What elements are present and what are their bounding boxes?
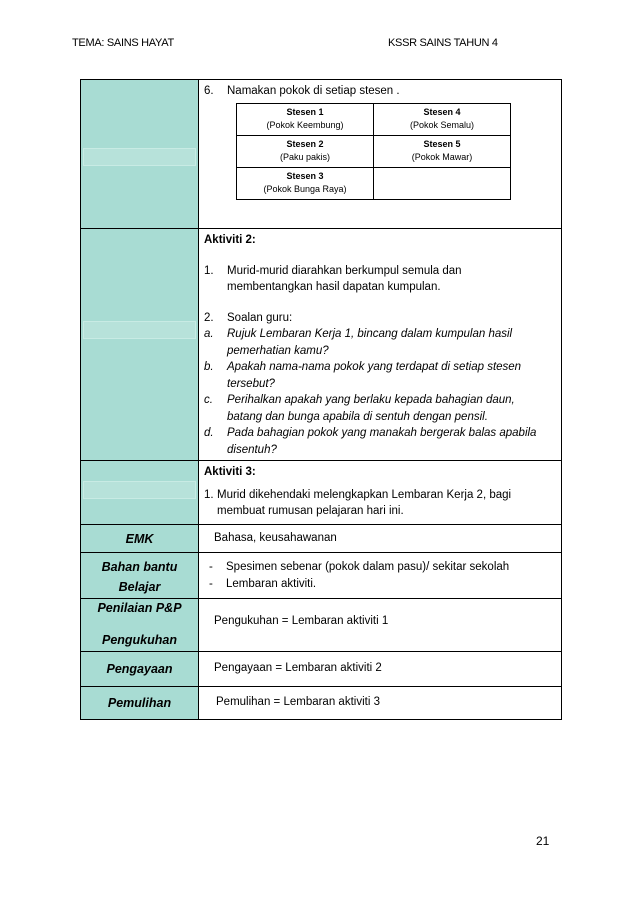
row-aktiviti-3: [81, 461, 562, 525]
row-emk: [81, 525, 562, 553]
question-b: b. Apakah nama-nama pokok yang terdapat di setiap stesen tersebut?: [204, 361, 522, 390]
pemulihan-label: Pemulihan: [107, 696, 172, 710]
penilaian-label-cell: [81, 599, 199, 652]
row-pemulihan: [81, 687, 562, 720]
label-cell-blank: [81, 80, 199, 229]
row-aktiviti-2: [81, 229, 562, 461]
pengayaan-label: Pengayaan: [106, 662, 173, 676]
station-5: Stesen 5 (Pokok Mawar): [374, 135, 511, 167]
pengayaan-label-cell: [81, 652, 199, 687]
aktiviti-2-title: Aktiviti 2:: [204, 234, 256, 246]
row-question-6: [81, 80, 562, 229]
station-empty: [374, 167, 511, 199]
aktiviti-3-cell: [199, 461, 562, 525]
bahan-value-cell: [199, 553, 562, 599]
bahan-item: - Spesimen sebenar (pokok dalam pasu)/ sekitar sekolah: [209, 561, 510, 573]
aktiviti-2-item-1: 1. Murid-murid diarahkan berkumpul semula dan membentangkan hasil dapatan kumpulan.: [204, 264, 462, 293]
station-4: Stesen 4 (Pokok Semalu): [374, 103, 511, 135]
bahan-label: Bahan bantu Belajar: [101, 560, 178, 594]
station-1: Stesen 1 (Pokok Keembung): [237, 103, 374, 135]
header-subject: KSSR SAINS TAHUN 4: [388, 37, 498, 49]
label-cell-blank: [81, 461, 199, 525]
label-swatch: [83, 148, 196, 166]
stations-table: [236, 103, 511, 200]
question-6: 6. Namakan pokok di setiap stesen .: [204, 85, 400, 97]
emk-value-cell: [199, 525, 562, 553]
emk-value: Bahasa, keusahawanan: [214, 532, 337, 544]
penilaian-value: Pengukuhan = Lembaran aktiviti 1: [214, 615, 389, 627]
pemulihan-value: Pemulihan = Lembaran aktiviti 3: [216, 696, 380, 708]
label-swatch: [83, 481, 196, 499]
page-number: 21: [536, 834, 550, 848]
station-2: Stesen 2 (Paku pakis): [237, 135, 374, 167]
penilaian-value-cell: [199, 599, 562, 652]
pengayaan-value-cell: [199, 652, 562, 687]
row-penilaian: [81, 599, 562, 652]
emk-label: EMK: [125, 532, 154, 546]
label-swatch: [83, 321, 196, 339]
question-a: a. Rujuk Lembaran Kerja 1, bincang dalam kumpulan hasil pemerhatian kamu?: [204, 328, 513, 357]
question-6-cell: [199, 80, 562, 229]
header-theme: TEMA: SAINS HAYAT: [72, 37, 174, 49]
pemulihan-value-cell: [199, 687, 562, 720]
aktiviti-2-item-2: 2. Soalan guru:: [204, 311, 293, 324]
aktiviti-3-title: Aktiviti 3:: [204, 466, 256, 478]
bahan-label-cell: [81, 553, 199, 599]
lesson-plan-table: [80, 79, 562, 720]
label-cell-blank: [81, 229, 199, 461]
bahan-item: - Lembaran aktiviti.: [209, 577, 317, 590]
station-3: Stesen 3 (Pokok Bunga Raya): [237, 167, 374, 199]
pengayaan-value: Pengayaan = Lembaran aktiviti 2: [214, 662, 382, 674]
emk-label-cell: [81, 525, 199, 553]
row-bahan-bantu: [81, 553, 562, 599]
row-pengayaan: [81, 652, 562, 687]
aktiviti-2-cell: [199, 229, 562, 461]
penilaian-label: Penilaian P&P Pengukuhan: [97, 601, 182, 647]
pemulihan-label-cell: [81, 687, 199, 720]
aktiviti-3-item-1: 1. Murid dikehendaki melengkapkan Lembaran Kerja 2, bagi membuat rumusan pelajaran hari ini.: [204, 488, 512, 517]
question-c: c. Perihalkan apakah yang berlaku kepada bahagian daun, batang dan bunga apabila di sentuh dengan pensil.: [204, 394, 515, 423]
question-d: d. Pada bahagian pokok yang manakah bergerak balas apabila disentuh?: [204, 427, 537, 456]
